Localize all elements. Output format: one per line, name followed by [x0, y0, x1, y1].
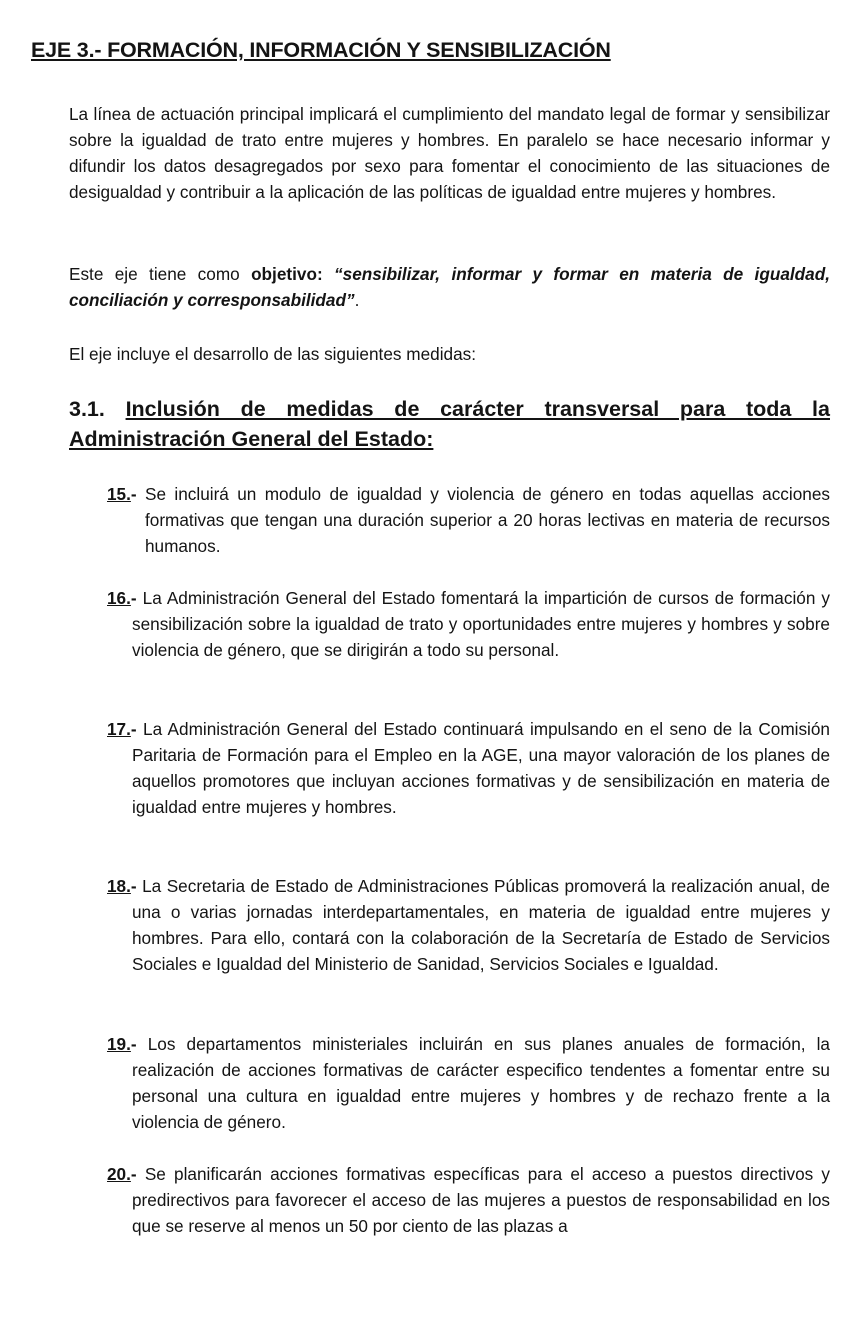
- section-number: 3.1.: [69, 397, 105, 421]
- objective-suffix: .: [354, 290, 360, 310]
- measure-text: Los departamentos ministeriales incluirán en sus planes anuales de formación, la realización de acciones formativas de carácter especifico tendentes a fomentar entre su personal una cultura en igualdad entre mujeres y hombres y de rechazo frente a la violencia de género.: [132, 1034, 830, 1132]
- objective-prefix: Este eje tiene como: [69, 264, 252, 284]
- objective-quote: “sensibilizar, informar y formar en materia de igualdad, conciliación y corresponsabilidad”: [69, 264, 830, 310]
- measure-item: 17.- La Administración General del Estado continuará impulsando en el seno de la Comisión Paritaria de Formación para el Empleo en la AGE, una mayor valoración de los planes de aquellos promotores que incluyan acciones formativas y de sensibilización en materia de igualdad entre mujeres y hombres.: [107, 719, 830, 817]
- intro-paragraph: La línea de actuación principal implicará el cumplimiento del mandato legal de formar y sensibilizar sobre la igualdad de trato entre mujeres y hombres. En paralelo se hace necesario informar y difundir los datos desagregados por sexo para fomentar el conocimiento de las situaciones de desigualdad y contribuir a la aplicación de las políticas de igualdad entre mujeres y hombres.: [69, 104, 830, 202]
- measure-item: 18.- La Secretaria de Estado de Administraciones Públicas promoverá la realización anual, de una o varias jornadas interdepartamentales, en materia de igualdad entre mujeres y hombres. Para ello, contará con la colaboración de la Secretaría de Estado de Servicios Sociales e Igualdad del Ministerio de Sanidad, Servicios Sociales e Igualdad.: [107, 876, 830, 974]
- measure-text: Se planificarán acciones formativas específicas para el acceso a puestos directivos y predirectivos para favorecer el acceso de las mujeres a puestos de responsabilidad en los que se reserve al menos un 50 por ciento de las plazas a: [132, 1164, 830, 1236]
- measure-item: 16.- La Administración General del Estado fomentará la impartición de cursos de formación y sensibilización sobre la igualdad de trato y oportunidades entre mujeres y hombres y sobre violencia de género, que se dirigirán a todo su personal.: [107, 588, 830, 660]
- measure-text: La Administración General del Estado fomentará la impartición de cursos de formación y sensibilización sobre la igualdad de trato y oportunidades entre mujeres y hombres y sobre violencia de género, que se dirigirán a todo su personal.: [132, 588, 830, 660]
- measures-intro: El eje incluye el desarrollo de las siguientes medidas:: [69, 344, 476, 364]
- measure-number: 18.: [107, 876, 131, 896]
- measure-number: 19.: [107, 1034, 131, 1054]
- section-title: Inclusión de medidas de carácter transversal para toda la Administración General del Estado:: [69, 397, 830, 451]
- measure-text: La Administración General del Estado continuará impulsando en el seno de la Comisión Paritaria de Formación para el Empleo en la AGE, una mayor valoración de los planes de aquellos promotores que incluyan acciones formativas y de sensibilización en materia de igualdad entre mujeres y hombres.: [132, 719, 830, 817]
- measure-number: 16.: [107, 588, 131, 608]
- objective-paragraph: [69, 261, 830, 313]
- measure-number: 15.: [107, 484, 131, 504]
- page-title: EJE 3.- FORMACIÓN, INFORMACIÓN Y SENSIBILIZACIÓN: [31, 38, 611, 62]
- section-heading: [69, 394, 830, 454]
- measure-item: 19.- Los departamentos ministeriales incluirán en sus planes anuales de formación, la realización de acciones formativas de carácter especifico tendentes a fomentar entre su personal una cultura en igualdad entre mujeres y hombres y de rechazo frente a la violencia de género.: [107, 1034, 830, 1132]
- measure-text: La Secretaria de Estado de Administraciones Públicas promoverá la realización anual, de una o varias jornadas interdepartamentales, en materia de igualdad entre mujeres y hombres. Para ello, contará con la colaboración de la Secretaría de Estado de Servicios Sociales e Igualdad del Ministerio de Sanidad, Servicios Sociales e Igualdad.: [132, 876, 830, 974]
- measure-text: Se incluirá un modulo de igualdad y violencia de género en todas aquellas acciones formativas que tengan una duración superior a 20 horas lectivas en materia de recursos humanos.: [136, 484, 830, 556]
- measure-number: 20.: [107, 1164, 131, 1184]
- measure-item: 20.- Se planificarán acciones formativas específicas para el acceso a puestos directivos y predirectivos para favorecer el acceso de las mujeres a puestos de responsabilidad en los que se reserve al menos un 50 por ciento de las plazas a: [107, 1164, 830, 1236]
- measure-item: 15.- Se incluirá un modulo de igualdad y violencia de género en todas aquellas acciones formativas que tengan una duración superior a 20 horas lectivas en materia de recursos humanos.: [107, 484, 830, 556]
- measure-number: 17.: [107, 719, 131, 739]
- objective-label: objetivo:: [251, 264, 323, 284]
